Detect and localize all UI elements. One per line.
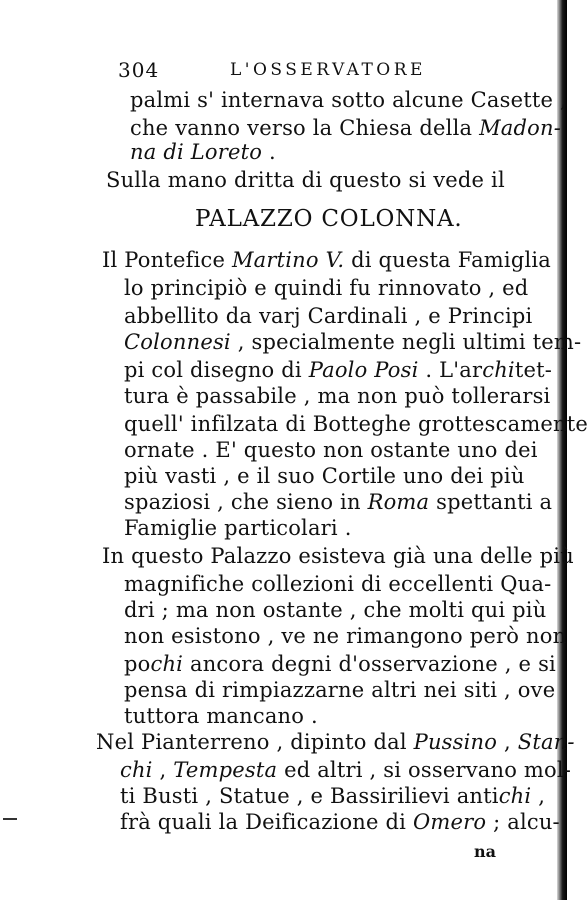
text-line: magnifiche collezioni di eccellenti Qua- xyxy=(124,572,552,596)
text-line: chi , Tempesta ed altri , si osservano mol- xyxy=(120,758,572,782)
text-line: dri ; ma non ostante , che molti qui più xyxy=(124,598,547,622)
text-line: Sulla mano dritta di questo si vede il xyxy=(106,168,505,192)
text-line: più vasti , e il suo Cortile uno dei più xyxy=(124,464,525,488)
text-line: tuttora mancano . xyxy=(124,704,318,728)
section-title: PALAZZO COLONNA. xyxy=(195,206,463,232)
text-line: ornate . E' questo non ostante uno dei xyxy=(124,438,538,462)
text-line: spaziosi , che sieno in Roma spettanti a xyxy=(124,490,553,514)
running-header xyxy=(118,58,438,86)
catchword: na xyxy=(474,842,496,861)
text-line: Famiglie particolari . xyxy=(124,516,352,540)
text-line: palmi s' internava sotto alcune Casette , xyxy=(130,88,567,112)
text-line: na di Loreto . xyxy=(130,140,276,164)
running-head: L'OSSERVATORE xyxy=(230,60,426,80)
text-line: che vanno verso la Chiesa della Madon- xyxy=(130,116,562,140)
text-line: quell' infilzata di Botteghe grottescamente xyxy=(124,412,588,436)
text-line: abbellito da varj Cardinali , e Principi xyxy=(124,304,533,328)
page-number: 304 xyxy=(118,58,160,82)
text-line: pensa di rimpiazzarne altri nei siti , ove xyxy=(124,678,556,702)
text-line: tura è passabile , ma non può tollerarsi xyxy=(124,384,551,408)
text-line: pochi ancora degni d'osservazione , e si xyxy=(124,652,556,676)
text-line: pi col disegno di Paolo Posi . L'architet- xyxy=(124,358,553,382)
text-line: frà quali la Deificazione di Omero ; alcu- xyxy=(120,810,560,834)
text-line: ti Busti , Statue , e Bassirilievi antichi , xyxy=(120,784,546,808)
margin-mark xyxy=(3,818,17,820)
text-line: Nel Pianterreno , dipinto dal Pussino , Stan- xyxy=(96,730,575,754)
text-line: Il Pontefice Martino V. di questa Famiglia xyxy=(102,248,552,272)
text-line: non esistono , ve ne rimangono però non xyxy=(124,624,567,648)
text-line: Colonnesi , specialmente negli ultimi tem- xyxy=(124,330,582,354)
text-line: In questo Palazzo esisteva già una delle più xyxy=(102,544,574,568)
text-line: lo principiò e quindi fu rinnovato , ed xyxy=(124,276,529,300)
